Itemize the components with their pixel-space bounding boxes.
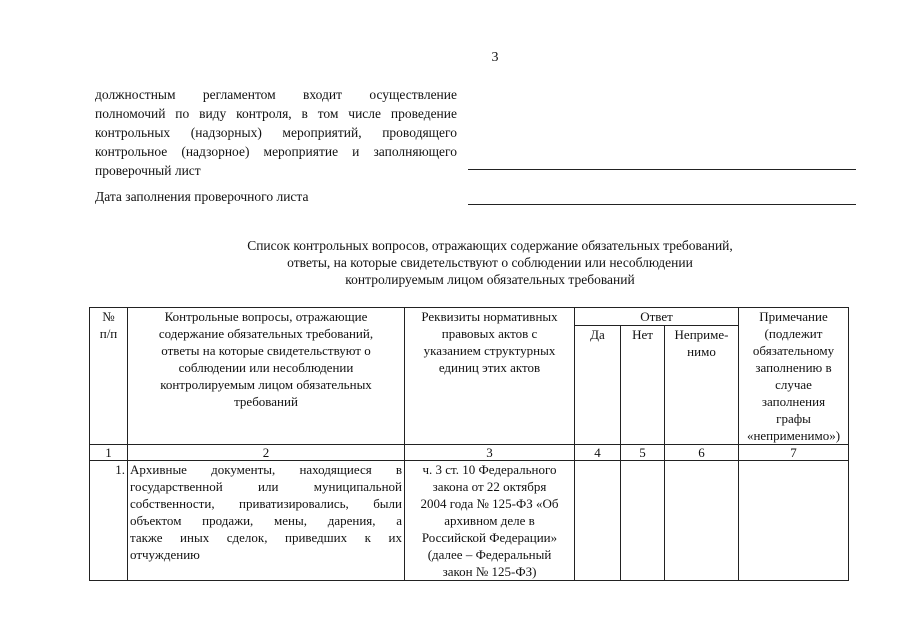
list-title-line: ответы, на которые свидетельствуют о соблюдении или несоблюдении xyxy=(287,255,693,270)
col-number: 2 xyxy=(128,445,405,461)
page-number: 3 xyxy=(491,50,499,65)
intro-line: контрольное (надзорное) мероприятие и заполняющего xyxy=(95,144,457,159)
row-requisite: ч. 3 ст. 10 Федерального закона от 22 октября 2004 года № 125-ФЗ «Об архивном деле в Российской Федерации» (далее – Федеральный закон № 125-ФЗ) xyxy=(405,461,575,581)
note-cell[interactable] xyxy=(739,461,849,581)
answer-no-cell[interactable] xyxy=(621,461,665,581)
answer-yes-cell[interactable] xyxy=(575,461,621,581)
header-note: Примечание (подлежит обязательному заполнению в случае заполнения графы «неприменимо») xyxy=(739,308,849,445)
intro-line: контрольных (надзорных) мероприятий, проводящего xyxy=(95,125,457,140)
col-number: 4 xyxy=(575,445,621,461)
intro-line: полномочий по виду контроля, в том числе проведение xyxy=(95,106,457,121)
col-number: 5 xyxy=(621,445,665,461)
row-number: 1. xyxy=(90,461,128,581)
list-title xyxy=(90,237,890,288)
signature-line xyxy=(468,169,856,170)
checklist-table xyxy=(89,307,849,581)
intro-paragraph xyxy=(95,85,457,180)
header-yes: Да xyxy=(575,326,621,445)
list-title-line: контролируемым лицом обязательных требований xyxy=(345,272,635,287)
header-answer: Ответ xyxy=(575,308,739,326)
header-row xyxy=(90,308,849,326)
header-na: Неприме- нимо xyxy=(665,326,739,445)
header-num: № п/п xyxy=(90,308,128,445)
header-requisites: Реквизиты нормативных правовых актов с указанием структурных единиц этих актов xyxy=(405,308,575,445)
answer-na-cell[interactable] xyxy=(665,461,739,581)
intro-line: проверочный лист xyxy=(95,163,201,178)
col-number: 7 xyxy=(739,445,849,461)
col-number: 3 xyxy=(405,445,575,461)
column-numbers-row xyxy=(90,445,849,461)
col-number: 1 xyxy=(90,445,128,461)
row-question: Архивные документы, находящиеся в государственной или муниципальной собственности, приватизировались, были объектом продажи, мены, дарения, а также иных сделок, приведших к их отчуждению xyxy=(128,461,405,581)
header-questions: Контрольные вопросы, отражающие содержание обязательных требований, ответы на которые свидетельствуют о соблюдении или несоблюдении контролируемым лицом обязательных требований xyxy=(128,308,405,445)
header-no: Нет xyxy=(621,326,665,445)
table-row xyxy=(90,461,849,581)
list-title-line: Список контрольных вопросов, отражающих содержание обязательных требований, xyxy=(247,238,733,253)
date-label: Дата заполнения проверочного листа xyxy=(95,189,309,204)
col-number: 6 xyxy=(665,445,739,461)
intro-line: должностным регламентом входит осуществление xyxy=(95,87,457,102)
date-line xyxy=(468,204,856,205)
